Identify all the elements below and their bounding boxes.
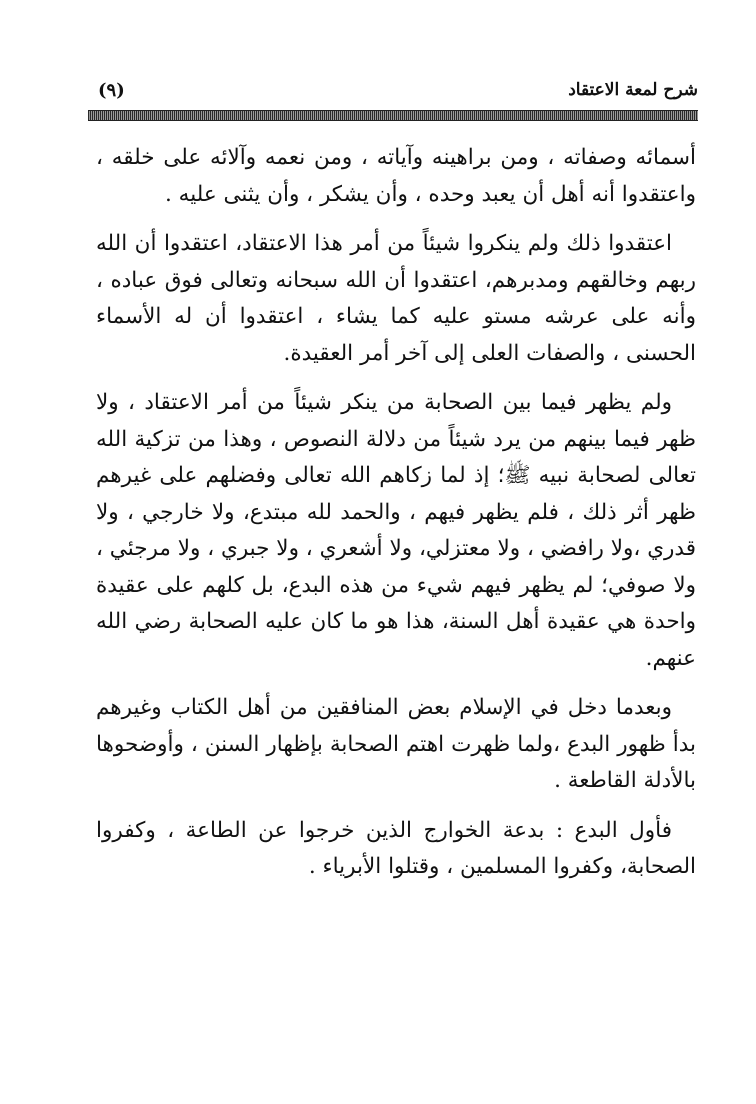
page-number: (٩)	[98, 80, 125, 101]
paragraph: فأول البدع : بدعة الخوارج الذين خرجوا عن الطاعة ، وكفروا الصحابة، وكفروا المسلمين ، وقتلوا الأبرياء .	[96, 817, 696, 879]
paragraph: أسمائه وصفاته ، ومن براهينه وآياته ، ومن نعمه وآلائه على خلقه ، واعتقدوا أنه أهل أن يعبد وحده ، وأن يشكر ، وأن يثنى عليه .	[96, 145, 696, 207]
paragraph: اعتقدوا ذلك ولم ينكروا شيئاً من أمر هذا الاعتقاد، اعتقدوا أن الله ربهم وخالقهم ومدبرهم، اعتقدوا أن الله سبحانه وتعالى فوق عباده ، وأنه على عرشه مستو عليه كما يشاء ، اعتقدوا أن له الأسماء الحسنى ، والصفات العلى إلى آخر أمر العقيدة.	[96, 231, 696, 366]
paragraph: ولم يظهر فيما بين الصحابة من ينكر شيئاً من أمر الاعتقاد ، ولا ظهر فيما بينهم من يرد شيئاً من دلالة النصوص ، وهذا من تزكية الله تعالى لصحابة نبيه ﷺ؛ إذ لما زكاهم الله تعالى وفضلهم على غيرهم ظهر أثر ذلك ، فلم يظهر فيهم ، والحمد لله مبتدع، ولا خارجي ، ولا قدري ،ولا رافضي ، ولا معتزلي، ولا أشعري ، ولا جبري ، ولا مرجئي ، ولا صوفي؛ لم يظهر فيهم شيء من هذه البدع، بل كلهم على عقيدة واحدة هي عقيدة أهل السنة، هذا هو ما كان عليه الصحابة رضي الله عنهم.	[96, 390, 696, 671]
header-rule	[88, 110, 698, 121]
running-header	[88, 68, 698, 108]
paragraph: وبعدما دخل في الإسلام بعض المنافقين من أهل الكتاب وغيرهم بدأ ظهور البدع ،ولما ظهرت اهتم الصحابة بإظهار السنن ، وأوضحوها بالأدلة القاطعة .	[96, 695, 696, 793]
page-body	[96, 140, 696, 899]
header-title: شرح لمعة الاعتقاد	[568, 80, 698, 100]
